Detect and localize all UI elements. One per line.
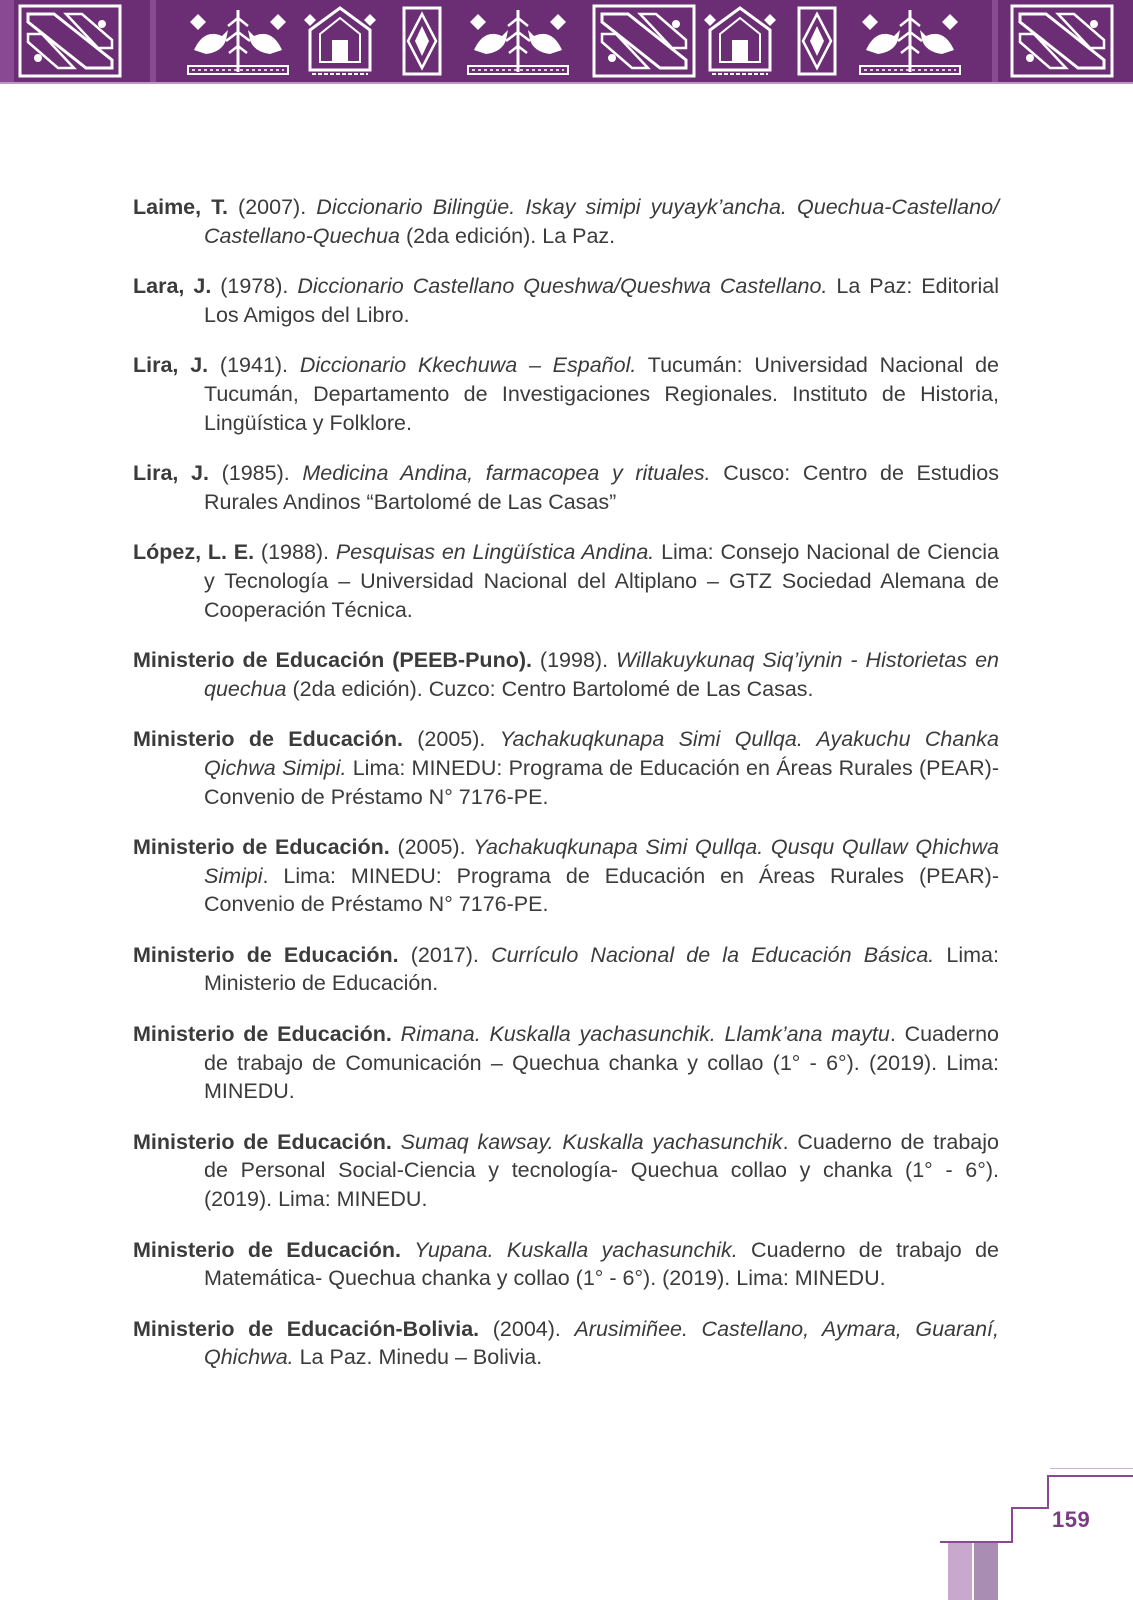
reference-title: Rimana. Kuskalla yachasunchik. Llamk’ana maytu — [400, 1022, 890, 1047]
reference-publication: Lima: Ministerio de Educación. — [204, 942, 999, 996]
reference-year: (2005). — [402, 727, 500, 752]
reference-title: Yachakuqkunapa Simi Qullqa. Ayakuchu Chanka Qichwa Simipi. — [204, 727, 999, 780]
reference-entry — [133, 941, 999, 998]
reference-title: Willakuykunaq Siq’iynin - Historietas en quechua — [204, 648, 999, 701]
reference-author: Ministerio de Educación. — [133, 942, 399, 967]
reference-entry — [133, 272, 999, 329]
reference-year: (2005). — [389, 835, 474, 860]
reference-title: Diccionario Castellano Queshwa/Queshwa Castellano. — [297, 274, 828, 299]
reference-entry — [133, 725, 999, 811]
reference-author: Ministerio de Educación. — [133, 1129, 392, 1154]
reference-entry — [133, 1315, 999, 1372]
andean-pattern-icon — [0, 0, 1133, 82]
reference-entry — [133, 646, 999, 703]
header-divider — [0, 82, 1133, 84]
reference-author: Ministerio de Educación (PEEB-Puno). — [133, 648, 532, 673]
reference-author: Ministerio de Educación. — [133, 835, 390, 860]
reference-author: Lira, J. — [133, 461, 209, 486]
reference-author: López, L. E. — [133, 540, 255, 565]
reference-year: (1978). — [211, 274, 298, 299]
reference-author: Ministerio de Educación. — [133, 1022, 392, 1047]
page-number: 159 — [1052, 1507, 1091, 1532]
reference-title: Currículo Nacional de la Educación Básica. — [491, 942, 935, 967]
reference-entry — [133, 1020, 999, 1106]
corner-bar — [948, 1543, 972, 1600]
reference-title: Yachakuqkunapa Simi Qullqa. Qusqu Qullaw Qhichwa Simipi — [204, 835, 999, 888]
reference-title: Arusimiñee. Castellano, Aymara, Guaraní, Qhichwa. — [204, 1316, 1000, 1370]
reference-year: (1988). — [254, 540, 336, 565]
reference-year: (1998). — [531, 648, 617, 673]
reference-entry — [133, 351, 999, 437]
reference-author: Laime, T. — [133, 195, 228, 219]
reference-title: Pesquisas en Lingüística Andina. — [335, 540, 655, 565]
reference-publication: La Paz: Editorial Los Amigos del Libro. — [204, 274, 999, 327]
reference-author: Lira, J. — [133, 353, 209, 378]
reference-entry — [133, 459, 999, 516]
reference-year: (1985). — [208, 461, 303, 486]
reference-publication: Cusco: Centro de Estudios Rurales Andinos “Bartolomé de Las Casas” — [204, 461, 999, 514]
reference-title: Diccionario Bilingüe. Iskay simipi yuyayk’ancha. Quechua-Castellano/ Castellano-Quechua — [204, 195, 999, 248]
reference-year — [401, 1238, 414, 1262]
corner-bar — [974, 1543, 998, 1600]
reference-title: Medicina Andina, farmacopea y rituales. — [302, 461, 711, 486]
reference-year: (2007). — [227, 195, 317, 219]
reference-author: Lara, J. — [133, 274, 212, 299]
reference-entry — [133, 1128, 999, 1214]
reference-year: (2004). — [479, 1316, 575, 1341]
reference-title: Sumaq kawsay. Kuskalla yachasunchik — [400, 1129, 783, 1154]
reference-publication: Cuaderno de trabajo de Matemática- Quechua chanka y collao (1° - 6°). (2019). Lima: MINEDU. — [204, 1237, 999, 1291]
reference-publication: (2da edición). La Paz. — [400, 223, 616, 248]
reference-year — [392, 1022, 401, 1046]
reference-publication: Lima: MINEDU: Programa de Educación en Áreas Rurales (PEAR)-Convenio de Préstamo N° 7176-PE. — [204, 755, 999, 809]
header-decorative-band — [0, 0, 1133, 82]
reference-author: Ministerio de Educación. — [133, 1237, 401, 1262]
reference-list — [133, 193, 999, 1394]
reference-publication: . Lima: MINEDU: Programa de Educación en Áreas Rurales (PEAR)-Convenio de Préstamo N° 7176-PE. — [204, 863, 999, 917]
reference-year: (1941). — [208, 353, 300, 378]
reference-publication: La Paz. Minedu – Bolivia. — [293, 1345, 543, 1370]
reference-publication: Tucumán: Universidad Nacional de Tucumán, Departamento de Investigaciones Regionales. Instituto de Historia, Lingüística y Folklore. — [204, 353, 1000, 435]
reference-publication: (2da edición). Cuzco: Centro Bartolomé de Las Casas. — [286, 676, 814, 701]
reference-publication: Lima: Consejo Nacional de Ciencia y Tecnología – Universidad Nacional del Altiplano – GTZ Sociedad Alemana de Cooperación Técnica. — [204, 540, 999, 622]
reference-entry — [133, 833, 999, 919]
reference-entry — [133, 538, 999, 624]
reference-title: Yupana. Kuskalla yachasunchik. — [414, 1237, 738, 1262]
reference-author: Ministerio de Educación. — [133, 727, 403, 752]
reference-publication: . Cuaderno de trabajo de Comunicación – Quechua chanka y collao (1° - 6°). (2019). Lima: MINEDU. — [204, 1022, 999, 1104]
reference-entry — [133, 193, 999, 250]
reference-publication: . Cuaderno de trabajo de Personal Social-Ciencia y tecnología- Quechua collao y chanka (1° - 6°). (2019). Lima: MINEDU. — [204, 1129, 1000, 1212]
reference-year — [392, 1130, 401, 1154]
reference-entry — [133, 1236, 999, 1293]
reference-author: Ministerio de Educación-Bolivia. — [133, 1316, 480, 1341]
reference-year: (2017). — [398, 942, 492, 967]
reference-title: Diccionario Kkechuwa – Español. — [299, 353, 637, 378]
